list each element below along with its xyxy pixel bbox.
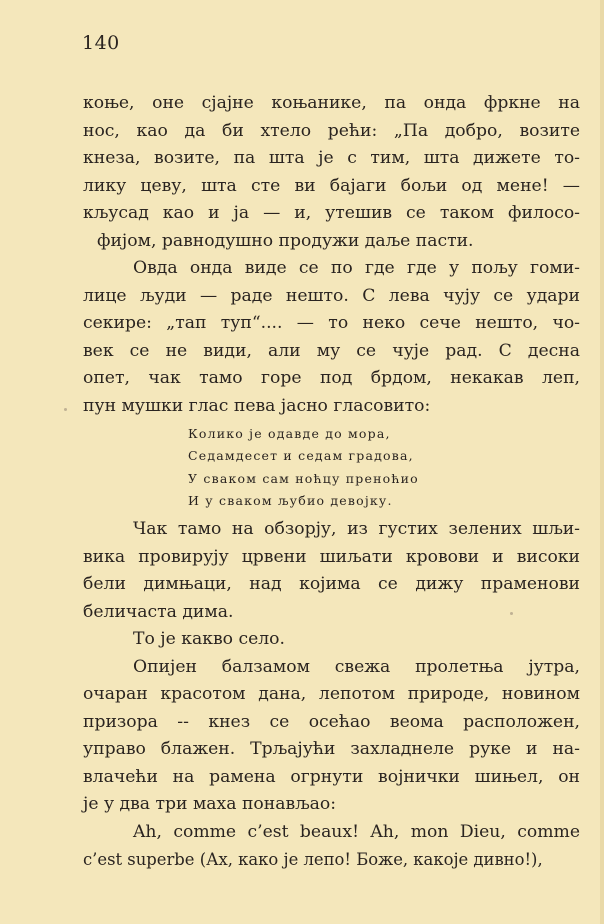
text-line: кнеза, возите, па шта је с тим, шта дижете то-: [83, 148, 580, 168]
text-line: секире: „тап туп“.... — то неко сече нешто, чо-: [83, 313, 580, 333]
verse: [83, 423, 580, 512]
text-line: призора -- кнез се осећао веома расположен,: [83, 711, 580, 732]
text-line: бели димњаци, над којима се дижу праменови: [83, 574, 580, 595]
text-line: управо блажен. Трљајући захладнеле руке и на-: [83, 739, 580, 760]
page-number: 140: [82, 32, 120, 54]
text-line: Чак тамо на обзорју, из густих зелених шљи-: [133, 519, 580, 540]
page-text: [83, 90, 580, 874]
ink-speck: [510, 612, 513, 615]
paragraph: [83, 819, 580, 874]
paragraph: [83, 516, 580, 626]
verse-line: Седамдесет и седам градова,: [188, 448, 414, 464]
text-line: Овда онда виде се по где где у пољу гоми-: [133, 258, 580, 278]
text-line: Опијен балзамом свежа пролетња јутра,: [133, 656, 580, 677]
text-line: опет, чак тамо горе под брдом, некакав леп,: [83, 368, 580, 388]
text-line: нос, као да би хтело рећи: „Па добро, возите: [83, 120, 580, 141]
verse-line: У сваком сам ноћцу преноћио: [188, 470, 419, 486]
text-line: беличаста дима.: [83, 601, 234, 622]
text-line: пун мушки глас пева јасно гласовито:: [83, 395, 431, 416]
text-line: очаран красотом дана, лепотом природе, новином: [83, 684, 580, 705]
verse-line: Колико је одавде до мора,: [188, 426, 391, 441]
paragraph: [83, 654, 580, 819]
text-line: век се не види, али му се чује рад. С десна: [83, 340, 580, 361]
verse-line: И у сваком љубио девојку.: [188, 492, 393, 508]
text-line: фијом, равнодушно продужи даље пасти.: [97, 230, 474, 251]
text-line: То је какво село.: [133, 629, 285, 650]
text-line: коње, оне сјајне коњанике, па онда фркне на: [83, 93, 580, 113]
text-line: је у два три маха понављао:: [83, 794, 337, 815]
text-line: лице људи — раде нешто. С лева чују се удари: [83, 285, 580, 306]
text-line: влачећи на рамена огрнути војнички шињел, он: [83, 766, 580, 787]
text-line: лику цеву, шта сте ви бајаги бољи од мене! —: [83, 175, 580, 196]
text-line: вика провирују црвени шиљати кровови и високи: [83, 546, 580, 567]
ink-speck: [64, 408, 67, 411]
text-line: c’est superbe (Ах, како је лепо! Боже, какоје дивно!),: [83, 850, 543, 870]
paragraph: [83, 255, 580, 420]
text-line: Ah, comme c’est beaux! Ah, mon Dieu, comme: [133, 821, 580, 842]
paragraph: [83, 90, 580, 255]
text-line: кљусад као и ја — и, утешив се таком филосо-: [83, 203, 580, 223]
paragraph: [83, 626, 580, 654]
